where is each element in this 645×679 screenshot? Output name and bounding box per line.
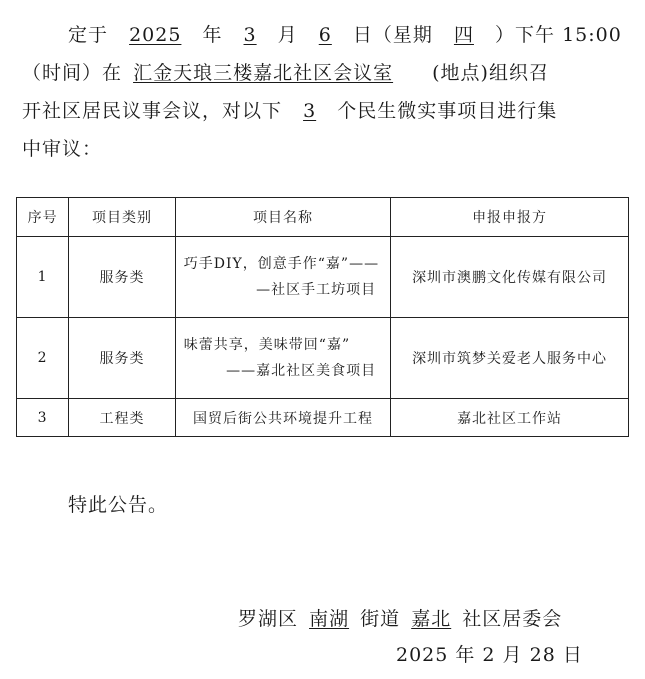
signature-subdistrict: 南湖 [309,608,350,630]
text-jiedao: 街道 [360,608,401,630]
header-category: 项目类别 [69,198,176,237]
project-count: 3 [303,100,317,122]
table-row [17,318,629,399]
meeting-month: 3 [243,24,257,46]
text-ri: 日（星期 [352,24,433,46]
row-name: 国贸后街公共环境提升工程 [175,399,390,437]
row-name [175,237,390,318]
meeting-venue: 汇金天琅三楼嘉北社区会议室 [133,62,394,84]
row-category: 服务类 [69,318,176,399]
signature-community: 嘉北 [411,608,452,630]
signature-line [238,604,562,631]
meeting-time: 15:00 [562,24,622,46]
notice-line-2 [22,58,549,85]
header-no: 序号 [17,198,69,237]
text-line4: 中审议： [22,138,103,160]
notice-line-3 [22,96,557,123]
text-yue: 月 [277,24,298,46]
text-suffix: 社区居委会 [462,608,563,630]
meeting-year: 2025 [129,24,182,46]
row-name-line1: 巧手DIY，创意手作“嘉”—— [183,256,380,272]
row-no: 2 [17,318,69,399]
row-applicant: 嘉北社区工作站 [391,399,629,437]
closing-text: 特此公告。 [68,494,169,516]
notice-line-4 [22,134,102,161]
text-nian: 年 [202,24,223,46]
text-venue-label: (地点)组织召 [432,62,549,84]
row-name-line2: ——嘉北社区美食项目 [226,363,377,379]
text-afternoon: ）下午 [495,24,556,46]
row-no: 3 [17,399,69,437]
table-header-row [17,198,629,237]
row-category: 服务类 [69,237,176,318]
signature-district: 罗湖区 [238,608,299,630]
row-no: 1 [17,237,69,318]
signature-date: 2025 年 2 月 28 日 [396,644,583,666]
text-time-label: （时间）在 [22,62,123,84]
meeting-day: 6 [318,24,332,46]
header-applicant: 申报申报方 [391,198,629,237]
row-applicant: 深圳市筑梦关爱老人服务中心 [391,318,629,399]
table-row [17,399,629,437]
row-category: 工程类 [69,399,176,437]
row-name-line1: 味蕾共享，美味带回“嘉” [183,337,351,353]
projects-table [16,197,629,437]
header-name: 项目名称 [175,198,390,237]
text-after-count: 个民生微实事项目进行集 [337,100,558,122]
meeting-weekday: 四 [453,24,474,46]
table-row [17,237,629,318]
row-name-line2: —社区手工坊项目 [256,282,377,298]
row-name [175,318,390,399]
text-ding: 定于 [68,24,109,46]
row-applicant: 深圳市澳鹏文化传媒有限公司 [391,237,629,318]
text-line3: 开社区居民议事会议，对以下 [22,100,283,122]
notice-line-1 [68,20,622,47]
